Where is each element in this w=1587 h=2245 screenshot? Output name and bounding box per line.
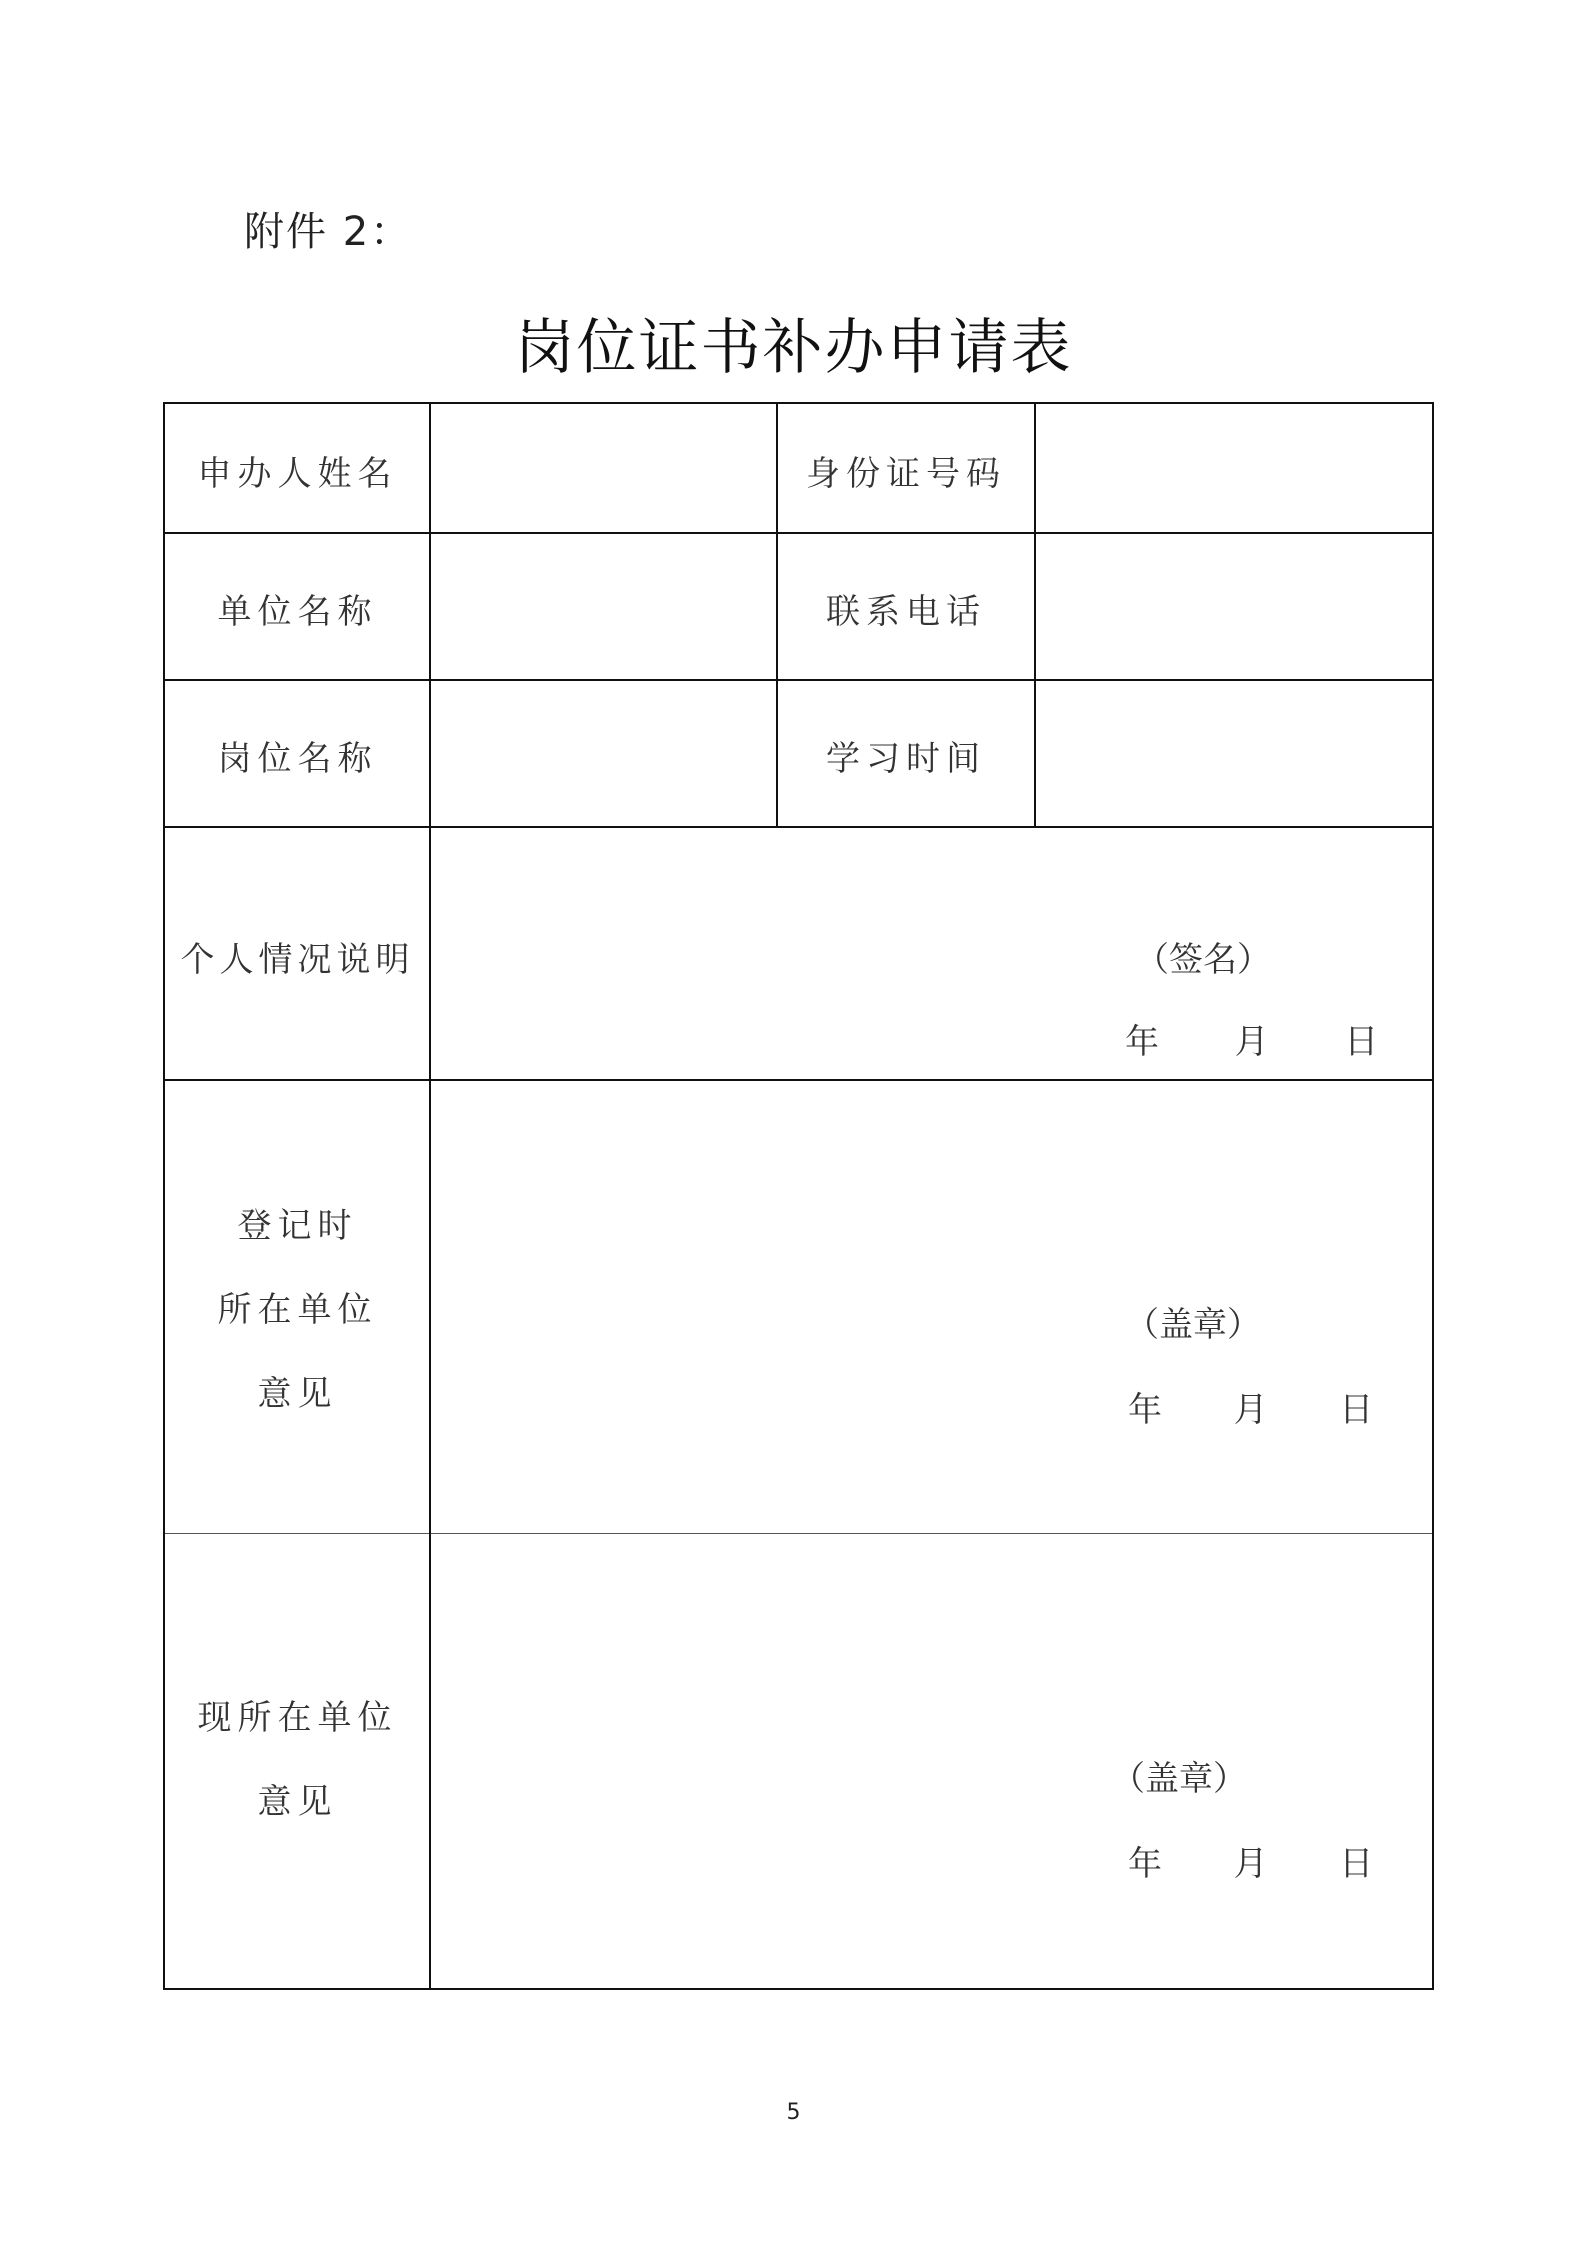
id-number-label: 身份证号码 bbox=[806, 454, 1006, 494]
date-day: 日 bbox=[1339, 1844, 1374, 1884]
position-name-field[interactable] bbox=[431, 681, 776, 826]
seal-label: （盖章） bbox=[1111, 1759, 1247, 1799]
applicant-name-field[interactable] bbox=[431, 404, 776, 532]
signature-label: （签名） bbox=[1135, 940, 1271, 980]
date-line bbox=[1125, 1014, 1378, 1063]
date-line bbox=[1128, 1836, 1373, 1885]
unit-name-field[interactable] bbox=[431, 534, 776, 679]
date-year: 年 bbox=[1128, 1844, 1162, 1884]
current-unit-opinion-label bbox=[165, 1676, 430, 1844]
date-year: 年 bbox=[1128, 1390, 1162, 1430]
label-line: 登记时 bbox=[237, 1206, 358, 1246]
date-day: 日 bbox=[1339, 1390, 1374, 1430]
position-name-label: 岗位名称 bbox=[217, 739, 378, 779]
label-line: 所在单位 bbox=[217, 1290, 378, 1330]
label-line: 现所在单位 bbox=[197, 1698, 398, 1738]
registration-unit-opinion-label bbox=[165, 1184, 430, 1436]
label-line: 意见 bbox=[257, 1374, 338, 1414]
page-number: 5 bbox=[786, 2100, 801, 2125]
application-form-table bbox=[163, 402, 1434, 1990]
attachment-label: 附件 2： bbox=[244, 209, 413, 255]
registration-unit-opinion-field[interactable] bbox=[431, 1081, 1432, 1533]
contact-phone-field[interactable] bbox=[1036, 534, 1432, 679]
date-month: 月 bbox=[1234, 1022, 1269, 1062]
personal-statement-label: 个人情况说明 bbox=[180, 940, 415, 980]
date-line bbox=[1128, 1382, 1373, 1431]
label-line: 意见 bbox=[257, 1782, 338, 1822]
seal-label: （盖章） bbox=[1125, 1305, 1261, 1345]
study-time-field[interactable] bbox=[1036, 681, 1432, 826]
date-month: 月 bbox=[1233, 1390, 1268, 1430]
page-title: 岗位证书补办申请表 bbox=[514, 313, 1073, 383]
applicant-name-label: 申办人姓名 bbox=[197, 454, 398, 494]
date-day: 日 bbox=[1344, 1022, 1379, 1062]
contact-phone-label: 联系电话 bbox=[826, 592, 986, 632]
date-year: 年 bbox=[1125, 1022, 1159, 1062]
current-unit-opinion-field[interactable] bbox=[431, 1534, 1432, 1988]
id-number-field[interactable] bbox=[1036, 404, 1432, 532]
study-time-label: 学习时间 bbox=[826, 739, 986, 779]
date-month: 月 bbox=[1233, 1844, 1268, 1884]
unit-name-label: 单位名称 bbox=[217, 592, 378, 632]
